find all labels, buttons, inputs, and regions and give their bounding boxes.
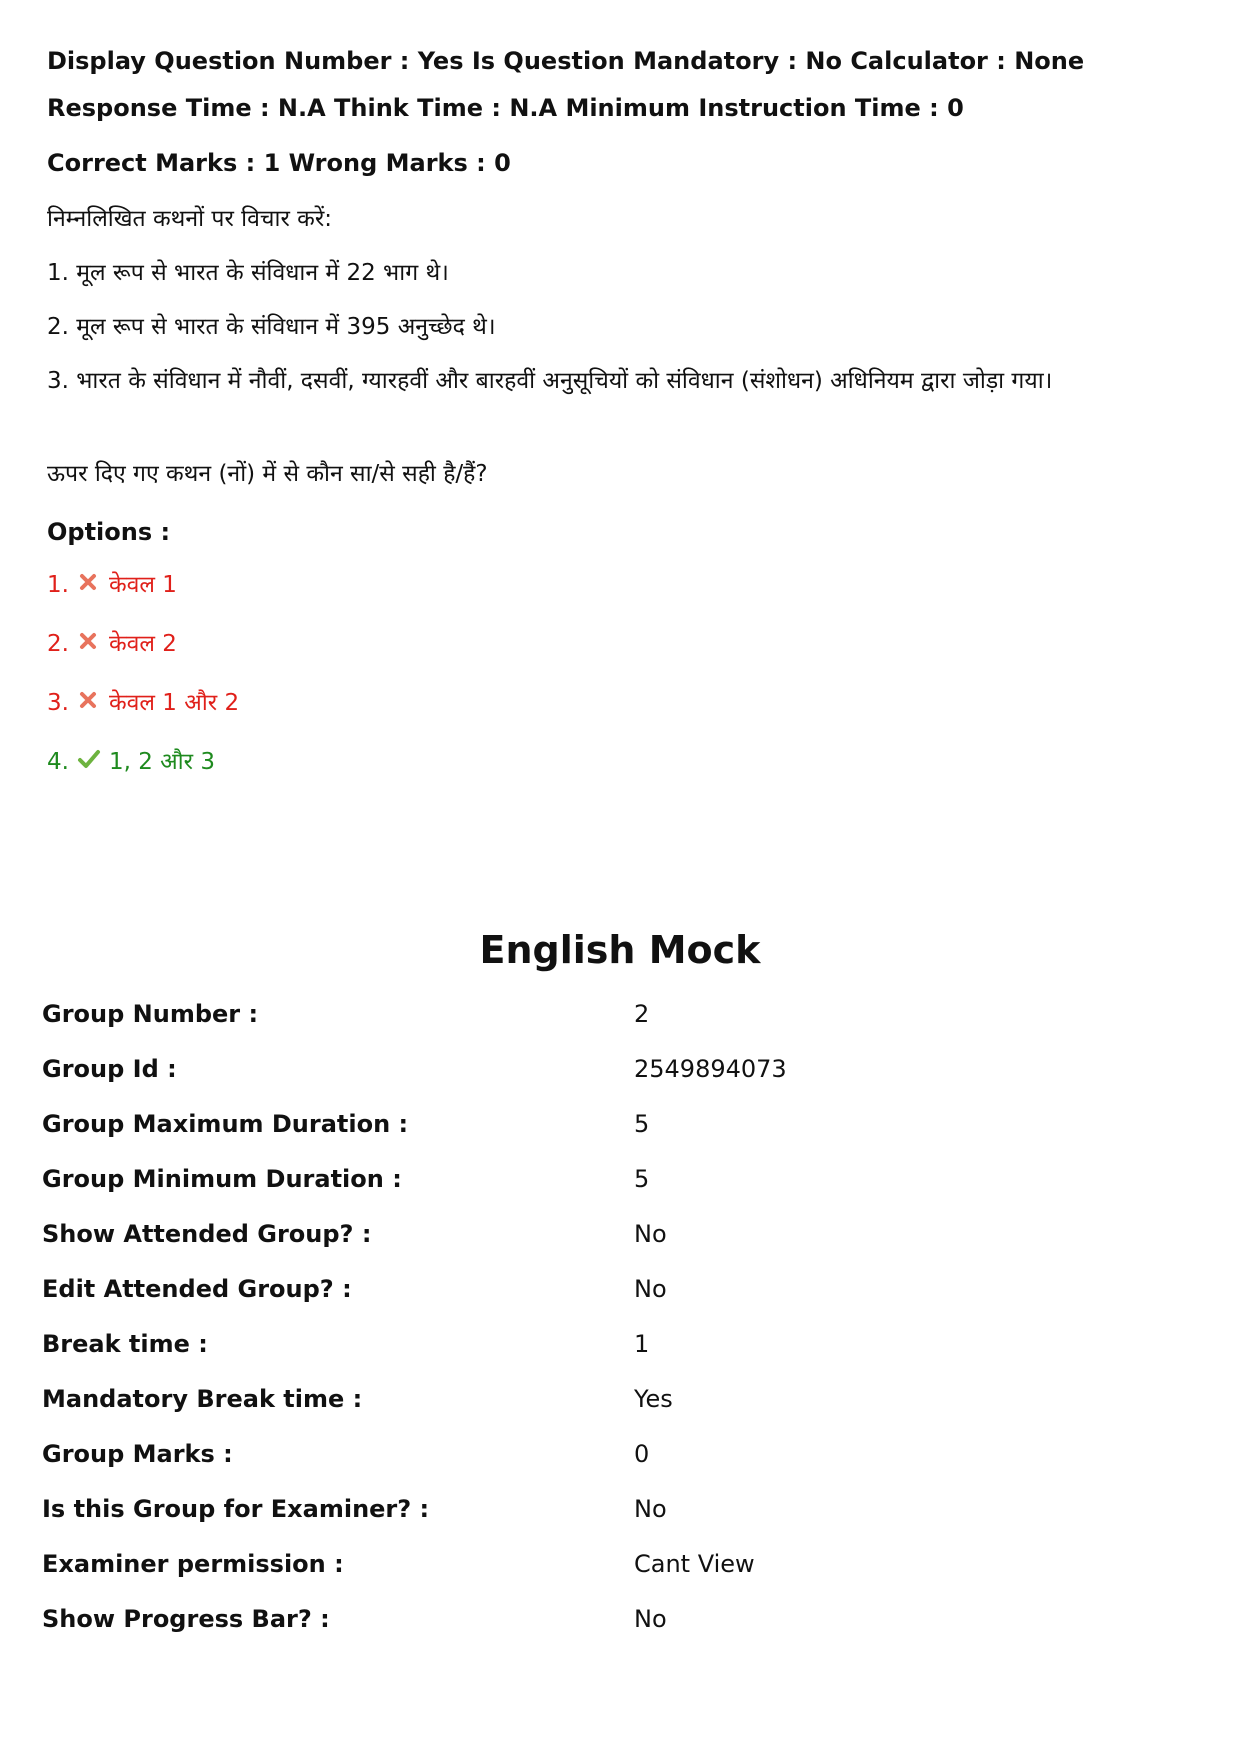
option-number: 1. xyxy=(47,572,69,598)
info-value: No xyxy=(634,1275,667,1303)
info-label: Group Number : xyxy=(42,1000,259,1028)
info-row-group-id xyxy=(42,1049,1202,1089)
info-value: No xyxy=(634,1605,667,1633)
option-number: 2. xyxy=(47,631,69,657)
option-number: 3. xyxy=(47,690,69,716)
info-value: 2549894073 xyxy=(634,1055,787,1083)
info-value: 2 xyxy=(634,1000,650,1028)
option-1 xyxy=(47,567,177,603)
info-label: Edit Attended Group? : xyxy=(42,1275,352,1303)
info-label: Show Progress Bar? : xyxy=(42,1605,330,1633)
section-title: English Mock xyxy=(479,928,761,972)
statement-2: 2. मूल रूप से भारत के संविधान में 395 अनुच्छेद थे। xyxy=(47,314,496,340)
info-label: Group Maximum Duration : xyxy=(42,1110,409,1138)
info-row-edit-attended xyxy=(42,1269,1202,1309)
info-row-mandatory-break xyxy=(42,1379,1202,1419)
info-value: Yes xyxy=(634,1385,673,1413)
info-row-for-examiner xyxy=(42,1489,1202,1529)
cross-icon xyxy=(77,686,99,708)
question-intro: निम्नलिखित कथनों पर विचार करें: xyxy=(47,206,333,232)
info-value: 5 xyxy=(634,1110,650,1138)
statement-3: 3. भारत के संविधान में नौवीं, दसवीं, ग्यारहवीं और बारहवीं अनुसूचियों को संविधान (संशोधन) अधिनियम द्वारा जोड़ा गया। xyxy=(47,368,1053,394)
info-value: 0 xyxy=(634,1440,650,1468)
option-4 xyxy=(47,744,215,780)
statement-1: 1. मूल रूप से भारत के संविधान में 22 भाग थे। xyxy=(47,260,449,286)
question-meta: Display Question Number : Yes Is Question Mandatory : No Calculator : None Response Time : N.A Think Time : N.A Minimum Instruction Time : 0 xyxy=(47,47,1085,122)
info-label: Show Attended Group? : xyxy=(42,1220,372,1248)
marks-line: Correct Marks : 1 Wrong Marks : 0 xyxy=(47,149,511,177)
option-text: केवल 1 xyxy=(108,572,177,598)
cross-icon xyxy=(77,568,99,590)
option-number: 4. xyxy=(47,749,69,775)
question-prompt: ऊपर दिए गए कथन (नों) में से कौन सा/से सही है/हैं? xyxy=(47,461,488,487)
info-label: Group Marks : xyxy=(42,1440,233,1468)
info-value: 5 xyxy=(634,1165,650,1193)
info-label: Mandatory Break time : xyxy=(42,1385,363,1413)
check-icon xyxy=(77,745,99,767)
info-row-group-max-duration xyxy=(42,1104,1202,1144)
info-row-progress-bar xyxy=(42,1599,1202,1639)
info-row-show-attended xyxy=(42,1214,1202,1254)
info-value: Cant View xyxy=(634,1550,755,1578)
info-row-break-time xyxy=(42,1324,1202,1364)
option-text: केवल 2 xyxy=(108,631,177,657)
option-text: केवल 1 और 2 xyxy=(108,690,240,716)
info-value: No xyxy=(634,1495,667,1523)
info-label: Group Minimum Duration : xyxy=(42,1165,402,1193)
info-row-examiner-permission xyxy=(42,1544,1202,1584)
info-label: Is this Group for Examiner? : xyxy=(42,1495,430,1523)
info-label: Break time : xyxy=(42,1330,208,1358)
info-row-group-min-duration xyxy=(42,1159,1202,1199)
option-text: 1, 2 और 3 xyxy=(108,749,216,775)
option-3 xyxy=(47,685,239,721)
info-row-group-number xyxy=(42,994,1202,1034)
option-2 xyxy=(47,626,177,662)
info-label: Group Id : xyxy=(42,1055,177,1083)
info-value: No xyxy=(634,1220,667,1248)
options-heading: Options : xyxy=(47,518,171,546)
info-label: Examiner permission : xyxy=(42,1550,344,1578)
cross-icon xyxy=(77,627,99,649)
info-row-group-marks xyxy=(42,1434,1202,1474)
info-value: 1 xyxy=(634,1330,650,1358)
